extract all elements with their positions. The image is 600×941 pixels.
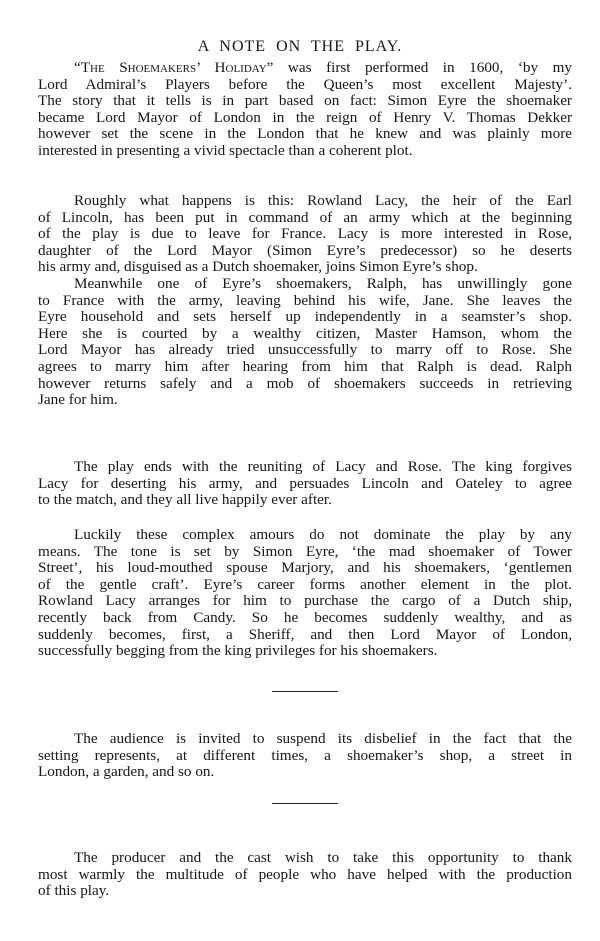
text-line: means. The tone is set by Simon Eyre, ‘the mad shoemaker of Tower xyxy=(38,542,572,560)
text-line: London, a garden, and so on. xyxy=(38,763,215,781)
text-line: The story that it tells is in part based on fact: Simon Eyre the shoemaker xyxy=(38,92,572,110)
text-line: recently back from Candy. So he becomes suddenly wealthy, and as xyxy=(38,608,572,626)
text-line: setting represents, at different times, a shoemaker’s shop, a street in xyxy=(38,746,572,764)
text-line: Street’, his loud-mouthed spouse Marjory, and his shoemakers, ‘gentlemen xyxy=(38,559,572,577)
play-title: The Shoemakers’ Holiday xyxy=(80,59,267,76)
text-line: Lord Admiral’s Players before the Queen’s most excellent Majesty’. xyxy=(38,75,572,93)
paragraph xyxy=(38,193,572,276)
text-line: agrees to marry him after hearing from him that Ralph is dead. Ralph xyxy=(38,357,572,375)
text-line: suddenly becomes, first, a Sheriff, and then Lord Mayor of London, xyxy=(38,625,572,643)
text-line: Jane for him. xyxy=(38,391,118,409)
text-line: most warmly the multitude of people who have helped with the production xyxy=(38,865,572,883)
text-line: Here she is courted by a wealthy citizen, Master Hamson, whom the xyxy=(38,324,572,342)
page-title: A NOTE ON THE PLAY. xyxy=(197,38,403,55)
text-line: to France with the army, leaving behind his wife, Jane. She leaves the xyxy=(38,291,572,309)
text-line: became Lord Mayor of London in the reign of Henry V. Thomas Dekker xyxy=(38,108,572,126)
text-line: Lacy for deserting his army, and persuades Lincoln and Oateley to agree xyxy=(38,474,572,492)
text-line: interested in presenting a vivid spectacle than a coherent plot. xyxy=(38,141,413,159)
text-line: his army and, disguised as a Dutch shoemaker, joins Simon Eyre’s shop. xyxy=(38,258,478,276)
text-line: Lord Mayor has already tried unsuccessfully to marry off to Rose. She xyxy=(38,341,572,359)
text-line: The producer and the cast wish to take this opportunity to thank xyxy=(74,849,572,866)
paragraph xyxy=(38,60,572,160)
paragraph xyxy=(38,459,572,509)
section-divider xyxy=(272,803,338,804)
text-line: The audience is invited to suspend its disbelief in the fact that the xyxy=(74,730,572,747)
text-line: Roughly what happens is this: Rowland Lacy, the heir of the Earl xyxy=(74,192,572,209)
text-line: of Lincoln, has been put in command of an army which at the beginning xyxy=(38,208,572,226)
paragraph xyxy=(38,276,572,409)
text-line xyxy=(38,60,572,77)
text-line: Luckily these complex amours do not dominate the play by any xyxy=(74,526,572,543)
text-line: daughter of the Lord Mayor (Simon Eyre’s predecessor) so he deserts xyxy=(38,241,572,259)
section-divider xyxy=(272,691,338,692)
paragraph xyxy=(38,850,572,900)
text-line: of the gentle craft’. Eyre’s career forms another element in the plot. xyxy=(38,575,572,593)
text-line: however set the scene in the London that he knew and was plainly more xyxy=(38,125,572,143)
text-line: Meanwhile one of Eyre’s shoemakers, Ralph, has unwillingly gone xyxy=(74,275,572,292)
text-line: of the play is due to leave for France. Lacy is more interested in Rose, xyxy=(38,225,572,243)
text-line: however returns safely and a mob of shoemakers succeeds in retrieving xyxy=(38,374,572,392)
paragraph xyxy=(38,527,572,660)
text-line: of this play. xyxy=(38,882,110,900)
text-line: to the match, and they all live happily ever after. xyxy=(38,491,332,509)
text-line: The play ends with the reuniting of Lacy and Rose. The king forgives xyxy=(74,458,572,475)
text-fragment: “ xyxy=(74,59,81,76)
text-line: Rowland Lacy arranges for him to purchase the cargo of a Dutch ship, xyxy=(38,592,572,610)
text-line: Eyre household and sets herself up independently in a seamster’s shop. xyxy=(38,308,572,326)
text-line: successfully begging from the king privileges for his shoemakers. xyxy=(38,642,438,660)
paragraph xyxy=(38,731,572,781)
text-fragment: ” was first performed in 1600, ‘by my xyxy=(266,59,572,76)
